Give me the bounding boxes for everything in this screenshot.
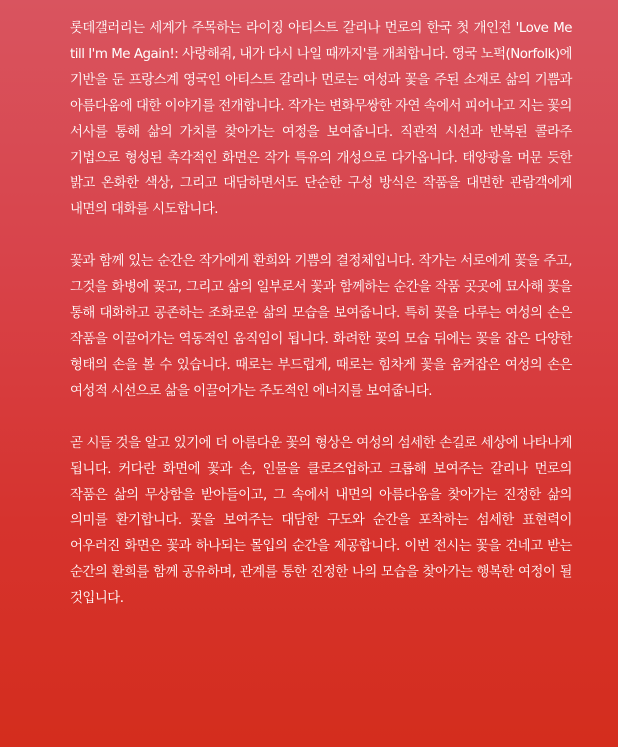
closing-paragraph: 곧 시들 것을 알고 있기에 더 아름다운 꽃의 형상은 여성의 섬세한 손길로 세상에 나타나게 됩니다. 커다란 화면에 꽃과 손, 인물을 클로즈업하고 크롭해 보여주는 갈리나 먼로의 작품은 삶의 무상함을 받아들이고, 그 속에서 내면의 아름다움을 찾아가는 진정한 삶의 의미를 환기합니다. 꽃을 보여주는 대담한 구도와 순간을 포착하는 섬세한 표현력이 어우러진 화면은 꽃과 하나되는 몰입의 순간을 제공합니다. 이번 전시는 꽃을 건네고 받는 순간의 환희를 함께 공유하며, 관계를 통한 진정한 나의 모습을 찾아가는 행복한 여정이 될 것입니다. — [70, 435, 572, 607]
flowers-paragraph: 꽃과 함께 있는 순간은 작가에게 환희와 기쁨의 결정체입니다. 작가는 서로에게 꽃을 주고, 그것을 화병에 꽂고, 그리고 삶의 일부로서 꽃과 함께하는 순간을 작품 곳곳에 묘사해 꽃을 통해 대화하고 공존하는 조화로운 삶의 모습을 보여줍니다. 특히 꽃을 다루는 여성의 손은 작품을 이끌어가는 역동적인 움직임이 됩니다. 화려한 꽃의 모습 뒤에는 꽃을 잡은 다양한 형태의 손을 볼 수 있습니다. 때로는 부드럽게, 때로는 힘차게 꽃을 움켜잡은 여성의 손은 여성적 시선으로 삶을 이끌어가는 주도적인 에너지를 보여줍니다. — [70, 254, 572, 399]
intro-paragraph: 롯데갤러리는 세계가 주목하는 라이징 아티스트 갈리나 먼로의 한국 첫 개인전 'Love Me till I'm Me Again!: 사랑해줘, 내가 다시 나일 때까지'를 개최합니다. 영국 노퍽(Norfolk)에 기반을 둔 프랑스계 영국인 아티스트 갈리나 먼로는 여성과 꽃을 주된 소재로 삶의 기쁨과 아름다움에 대한 이야기를 전개합니다. 작가는 변화무쌍한 자연 속에서 피어나고 지는 꽃의 서사를 통해 삶의 가치를 찾아가는 여정을 보여줍니다. 직관적 시선과 반복된 콜라주 기법으로 형성된 촉각적인 화면은 작가 특유의 개성으로 다가옵니다. 태양광을 머문 듯한 밝고 온화한 색상, 그리고 대담하면서도 단순한 구성 방식은 작품을 대면한 관람객에게 내면의 대화를 시도합니다. — [70, 21, 572, 218]
